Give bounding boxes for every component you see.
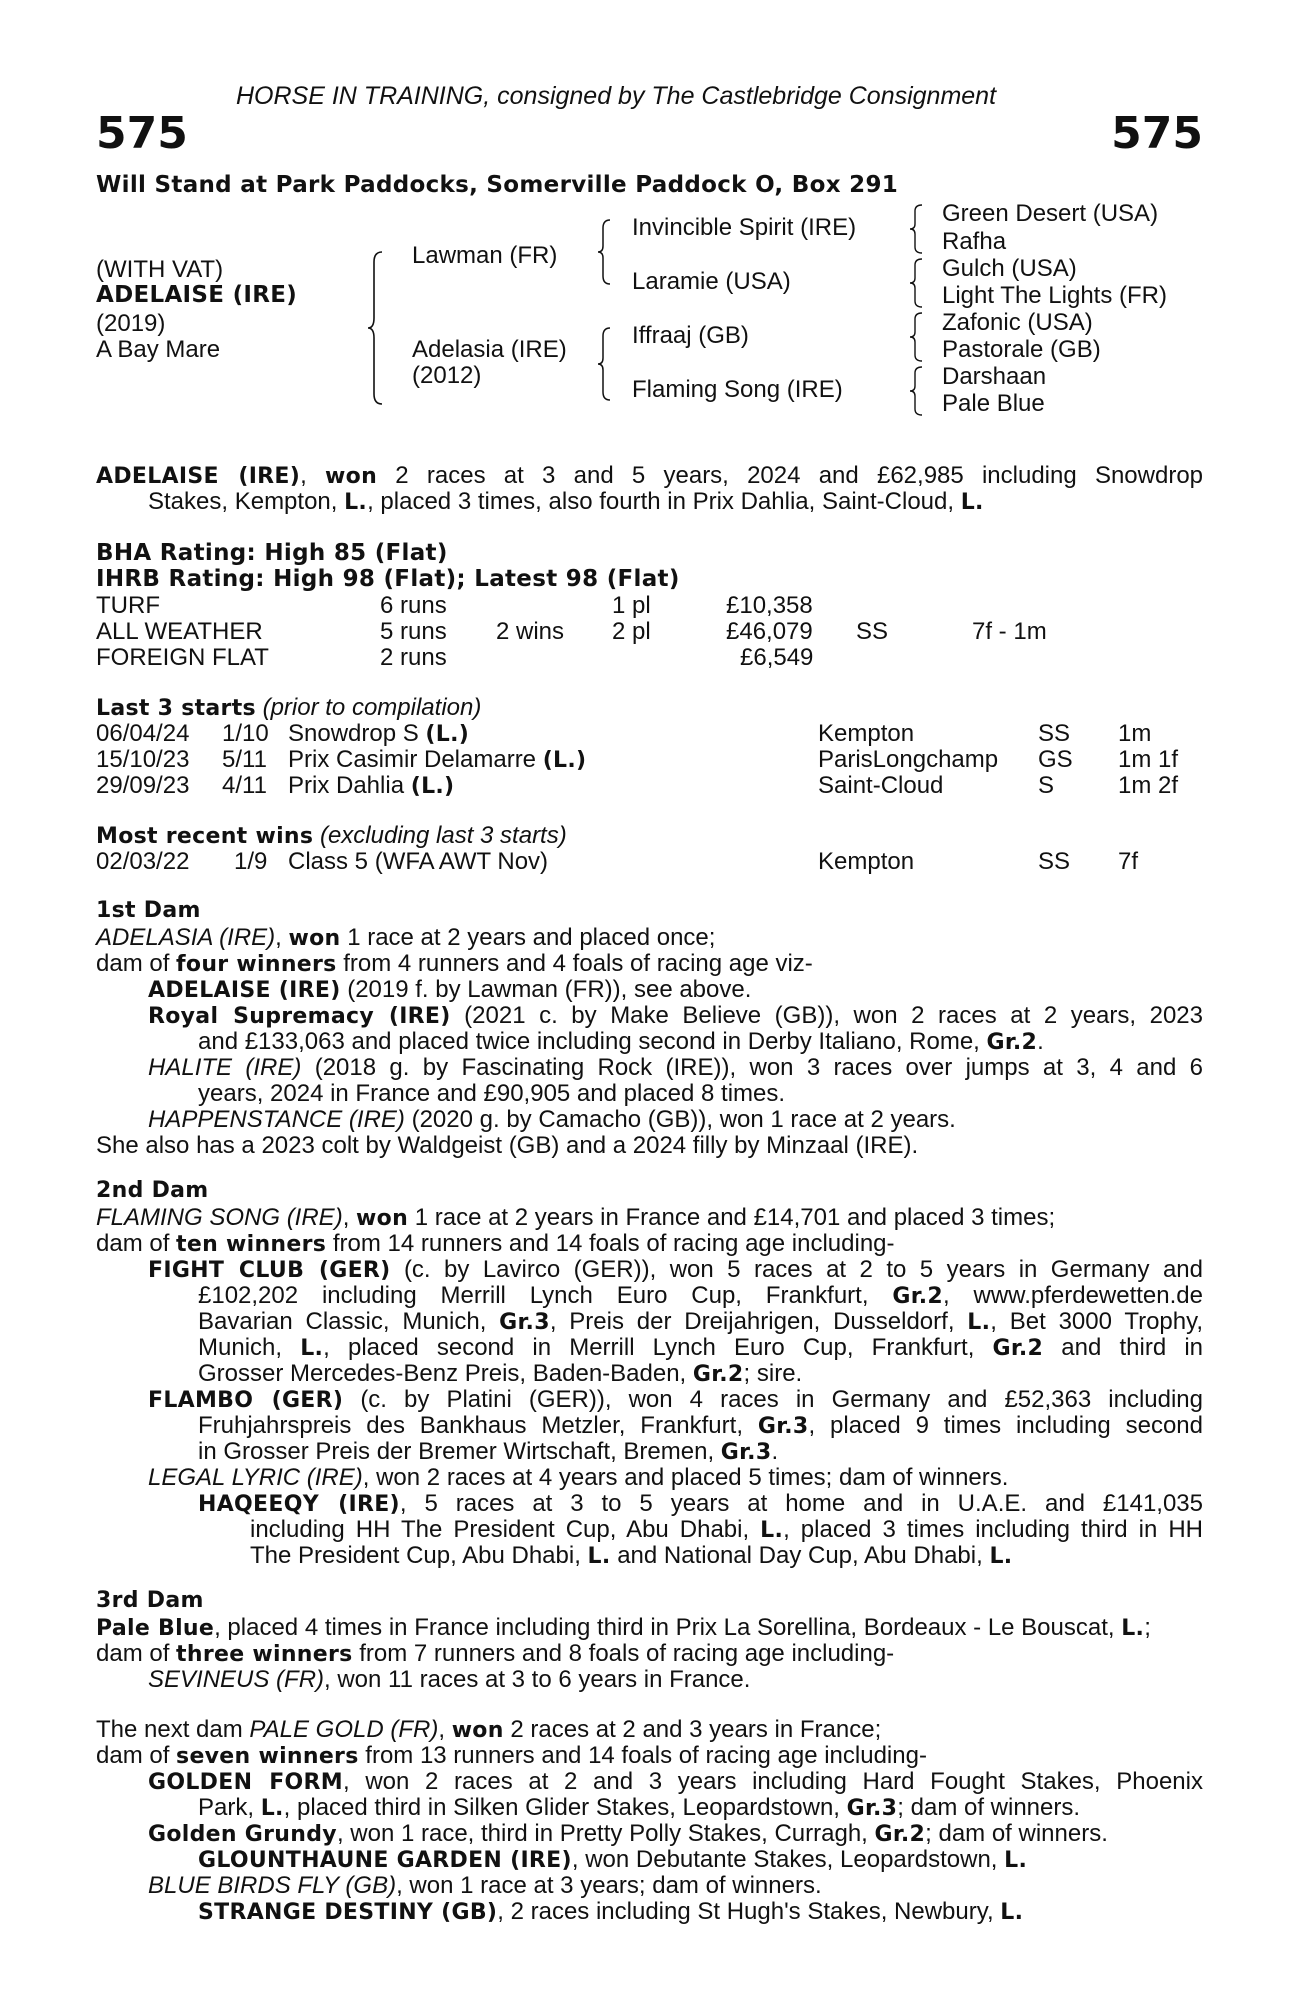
third-dam-heading: 3rd Dam (96, 1588, 204, 1613)
form-prize: £46,079 (726, 618, 813, 645)
stabling-location: Will Stand at Park Paddocks, Somerville Paddock O, Box 291 (96, 172, 899, 198)
summary-line-2: Stakes, Kempton, L., placed 3 times, also fourth in Prix Dahlia, Saint-Cloud, L. (148, 488, 984, 515)
offspring-adelaise: ADELAISE (IRE) (2019 f. by Lawman (FR)), see above. (148, 976, 752, 1003)
pedigree-grand-3: Iffraaj (GB) (632, 322, 749, 349)
pedigree-gg-3: Gulch (USA) (942, 255, 1077, 282)
last-starts-heading: Last 3 starts (prior to compilation) (96, 694, 482, 721)
pedigree-gg-8: Pale Blue (942, 390, 1045, 417)
form-distance: 7f - 1m (972, 618, 1047, 645)
offspring-halite: HALITE (IRE) (2018 g. by Fascinating Rock (IRE)), won 3 races over jumps at 3, 4 and 6 (148, 1054, 1204, 1081)
offspring-golden-grundy: Golden Grundy, won 1 race, third in Pretty Polly Stakes, Curragh, Gr.2; dam of winners. (148, 1820, 1108, 1847)
pedigree-gg-6: Pastorale (GB) (942, 336, 1101, 363)
first-dam-note: She also has a 2023 colt by Waldgeist (GB) and a 2024 filly by Minzaal (IRE). (96, 1132, 919, 1159)
offspring-blue-birds-fly: BLUE BIRDS FLY (GB), won 1 race at 3 years; dam of winners. (148, 1872, 822, 1899)
offspring-flambo-2: Fruhjahrspreis des Bankhaus Metzler, Frankfurt, Gr.3, placed 9 times including second (198, 1412, 1203, 1439)
second-dam-heading: 2nd Dam (96, 1178, 209, 1203)
offspring-fight-club-5: Grosser Mercedes-Benz Preis, Baden-Baden, Gr.2; sire. (198, 1360, 803, 1387)
form-surface: ALL WEATHER (96, 618, 263, 645)
offspring-golden-form: GOLDEN FORM, won 2 races at 2 and 3 years including Hard Fought Stakes, Phoenix (148, 1768, 1203, 1795)
third-dam-line-1: Pale Blue, placed 4 times in France including third in Prix La Sorellina, Bordeaux - Le Bouscat, L.; (96, 1614, 1151, 1641)
first-dam-heading: 1st Dam (96, 898, 201, 923)
fourth-dam-line-1: The next dam PALE GOLD (FR), won 2 races at 2 and 3 years in France; (96, 1716, 882, 1743)
horse-year: (2019) (96, 310, 166, 337)
pedigree-brace-sire (598, 216, 616, 288)
pedigree-brace-gg2 (910, 256, 926, 310)
form-prize: £6,549 (740, 644, 814, 671)
offspring-golden-form-2: Park, L., placed third in Silken Glider Stakes, Leopardstown, Gr.3; dam of winners. (198, 1794, 1081, 1821)
grand-offspring-haqeeqy-3: The President Cup, Abu Dhabi, L. and National Day Cup, Abu Dhabi, L. (250, 1542, 1013, 1569)
offspring-sevineus: SEVINEUS (FR), won 11 races at 3 to 6 years in France. (148, 1666, 751, 1693)
pedigree-brace-gg1 (910, 202, 926, 256)
vat-note: (WITH VAT) (96, 256, 224, 283)
summary-line-1: ADELAISE (IRE), won 2 races at 3 and 5 years, 2024 and £62,985 including Snowdrop (96, 462, 1204, 489)
pedigree-brace-gg3 (910, 310, 926, 364)
pedigree-brace-main (368, 248, 390, 408)
pedigree-gg-7: Darshaan (942, 363, 1047, 390)
pedigree-grand-1: Invincible Spirit (IRE) (632, 214, 857, 241)
offspring-happenstance: HAPPENSTANCE (IRE) (2020 g. by Camacho (GB)), won 1 race at 2 years. (148, 1106, 956, 1133)
form-surface: TURF (96, 592, 160, 619)
ihrb-rating: IHRB Rating: High 98 (Flat); Latest 98 (Flat) (96, 566, 680, 592)
form-runs: 5 runs (380, 618, 447, 645)
offspring-fight-club: FIGHT CLUB (GER) (c. by Lavirco (GER)), won 5 races at 2 to 5 years in Germany and (148, 1256, 1203, 1283)
first-dam-line-2: dam of four winners from 4 runners and 4 foals of racing age viz- (96, 950, 813, 977)
lot-number-right: 575 (1111, 108, 1203, 159)
form-placed: 2 pl (612, 618, 651, 645)
offspring-royal-supremacy-2: and £133,063 and placed twice including second in Derby Italiano, Rome, Gr.2. (198, 1028, 1044, 1055)
horse-description: A Bay Mare (96, 336, 221, 363)
offspring-fight-club-2: £102,202 including Merrill Lynch Euro Cup, Frankfurt, Gr.2, www.pferdewetten.de (198, 1282, 1203, 1309)
pedigree-gg-5: Zafonic (USA) (942, 309, 1093, 336)
second-dam-line-2: dam of ten winners from 14 runners and 14 foals of racing age including- (96, 1230, 895, 1257)
consignment-title: HORSE IN TRAINING, consigned by The Castlebridge Consignment (236, 82, 997, 110)
pedigree-gg-2: Rafha (942, 228, 1007, 255)
form-runs: 2 runs (380, 644, 447, 671)
third-dam-line-2: dam of three winners from 7 runners and 8 foals of racing age including- (96, 1640, 895, 1667)
bha-rating: BHA Rating: High 85 (Flat) (96, 540, 448, 566)
pedigree-dam-year: (2012) (412, 362, 482, 389)
pedigree-grand-4: Flaming Song (IRE) (632, 376, 843, 403)
pedigree-grand-2: Laramie (USA) (632, 268, 791, 295)
grand-offspring-glounthaune-garden: GLOUNTHAUNE GARDEN (IRE), won Debutante Stakes, Leopardstown, L. (198, 1846, 1028, 1873)
pedigree-sire: Lawman (FR) (412, 242, 558, 269)
recent-wins-heading: Most recent wins (excluding last 3 starts) (96, 822, 567, 849)
pedigree-gg-4: Light The Lights (FR) (942, 282, 1167, 309)
offspring-flambo: FLAMBO (GER) (c. by Platini (GER)), won 4 races in Germany and £52,363 including (148, 1386, 1204, 1413)
offspring-legal-lyric: LEGAL LYRIC (IRE), won 2 races at 4 years and placed 5 times; dam of winners. (148, 1464, 1009, 1491)
grand-offspring-haqeeqy-2: including HH The President Cup, Abu Dhabi, L., placed 3 times including third in HH (250, 1516, 1203, 1543)
second-dam-line-1: FLAMING SONG (IRE), won 1 race at 2 years in France and £14,701 and placed 3 times; (96, 1204, 1056, 1231)
form-runs: 6 runs (380, 592, 447, 619)
pedigree-dam: Adelasia (IRE) (412, 336, 567, 363)
offspring-royal-supremacy: Royal Supremacy (IRE) (2021 c. by Make Believe (GB)), won 2 races at 2 years, 2023 (148, 1002, 1204, 1029)
form-placed: 1 pl (612, 592, 651, 619)
offspring-fight-club-4: Munich, L., placed second in Merrill Lynch Euro Cup, Frankfurt, Gr.2 and third in (198, 1334, 1204, 1361)
pedigree-brace-gg4 (910, 364, 926, 418)
horse-name: ADELAISE (IRE) (96, 282, 298, 308)
pedigree-brace-dam (598, 324, 616, 404)
grand-offspring-haqeeqy: HAQEEQY (IRE), 5 races at 3 to 5 years at home and in U.A.E. and £141,035 (198, 1490, 1203, 1517)
grand-offspring-strange-destiny: STRANGE DESTINY (GB), 2 races including St Hugh's Stakes, Newbury, L. (198, 1898, 1024, 1925)
form-wins: 2 wins (496, 618, 565, 645)
form-surface: FOREIGN FLAT (96, 644, 269, 671)
offspring-halite-2: years, 2024 in France and £90,905 and placed 8 times. (198, 1080, 786, 1107)
lot-number-left: 575 (96, 108, 188, 159)
first-dam-line-1: ADELASIA (IRE), won 1 race at 2 years and placed once; (96, 924, 716, 951)
fourth-dam-line-2: dam of seven winners from 13 runners and 14 foals of racing age including- (96, 1742, 927, 1769)
pedigree-gg-1: Green Desert (USA) (942, 200, 1159, 227)
offspring-flambo-3: in Grosser Preis der Bremer Wirtschaft, Bremen, Gr.3. (198, 1438, 779, 1465)
form-prize: £10,358 (726, 592, 813, 619)
form-going: SS (856, 618, 889, 645)
offspring-fight-club-3: Bavarian Classic, Munich, Gr.3, Preis der Dreijahrigen, Dusseldorf, L., Bet 3000 Trophy, (198, 1308, 1204, 1335)
